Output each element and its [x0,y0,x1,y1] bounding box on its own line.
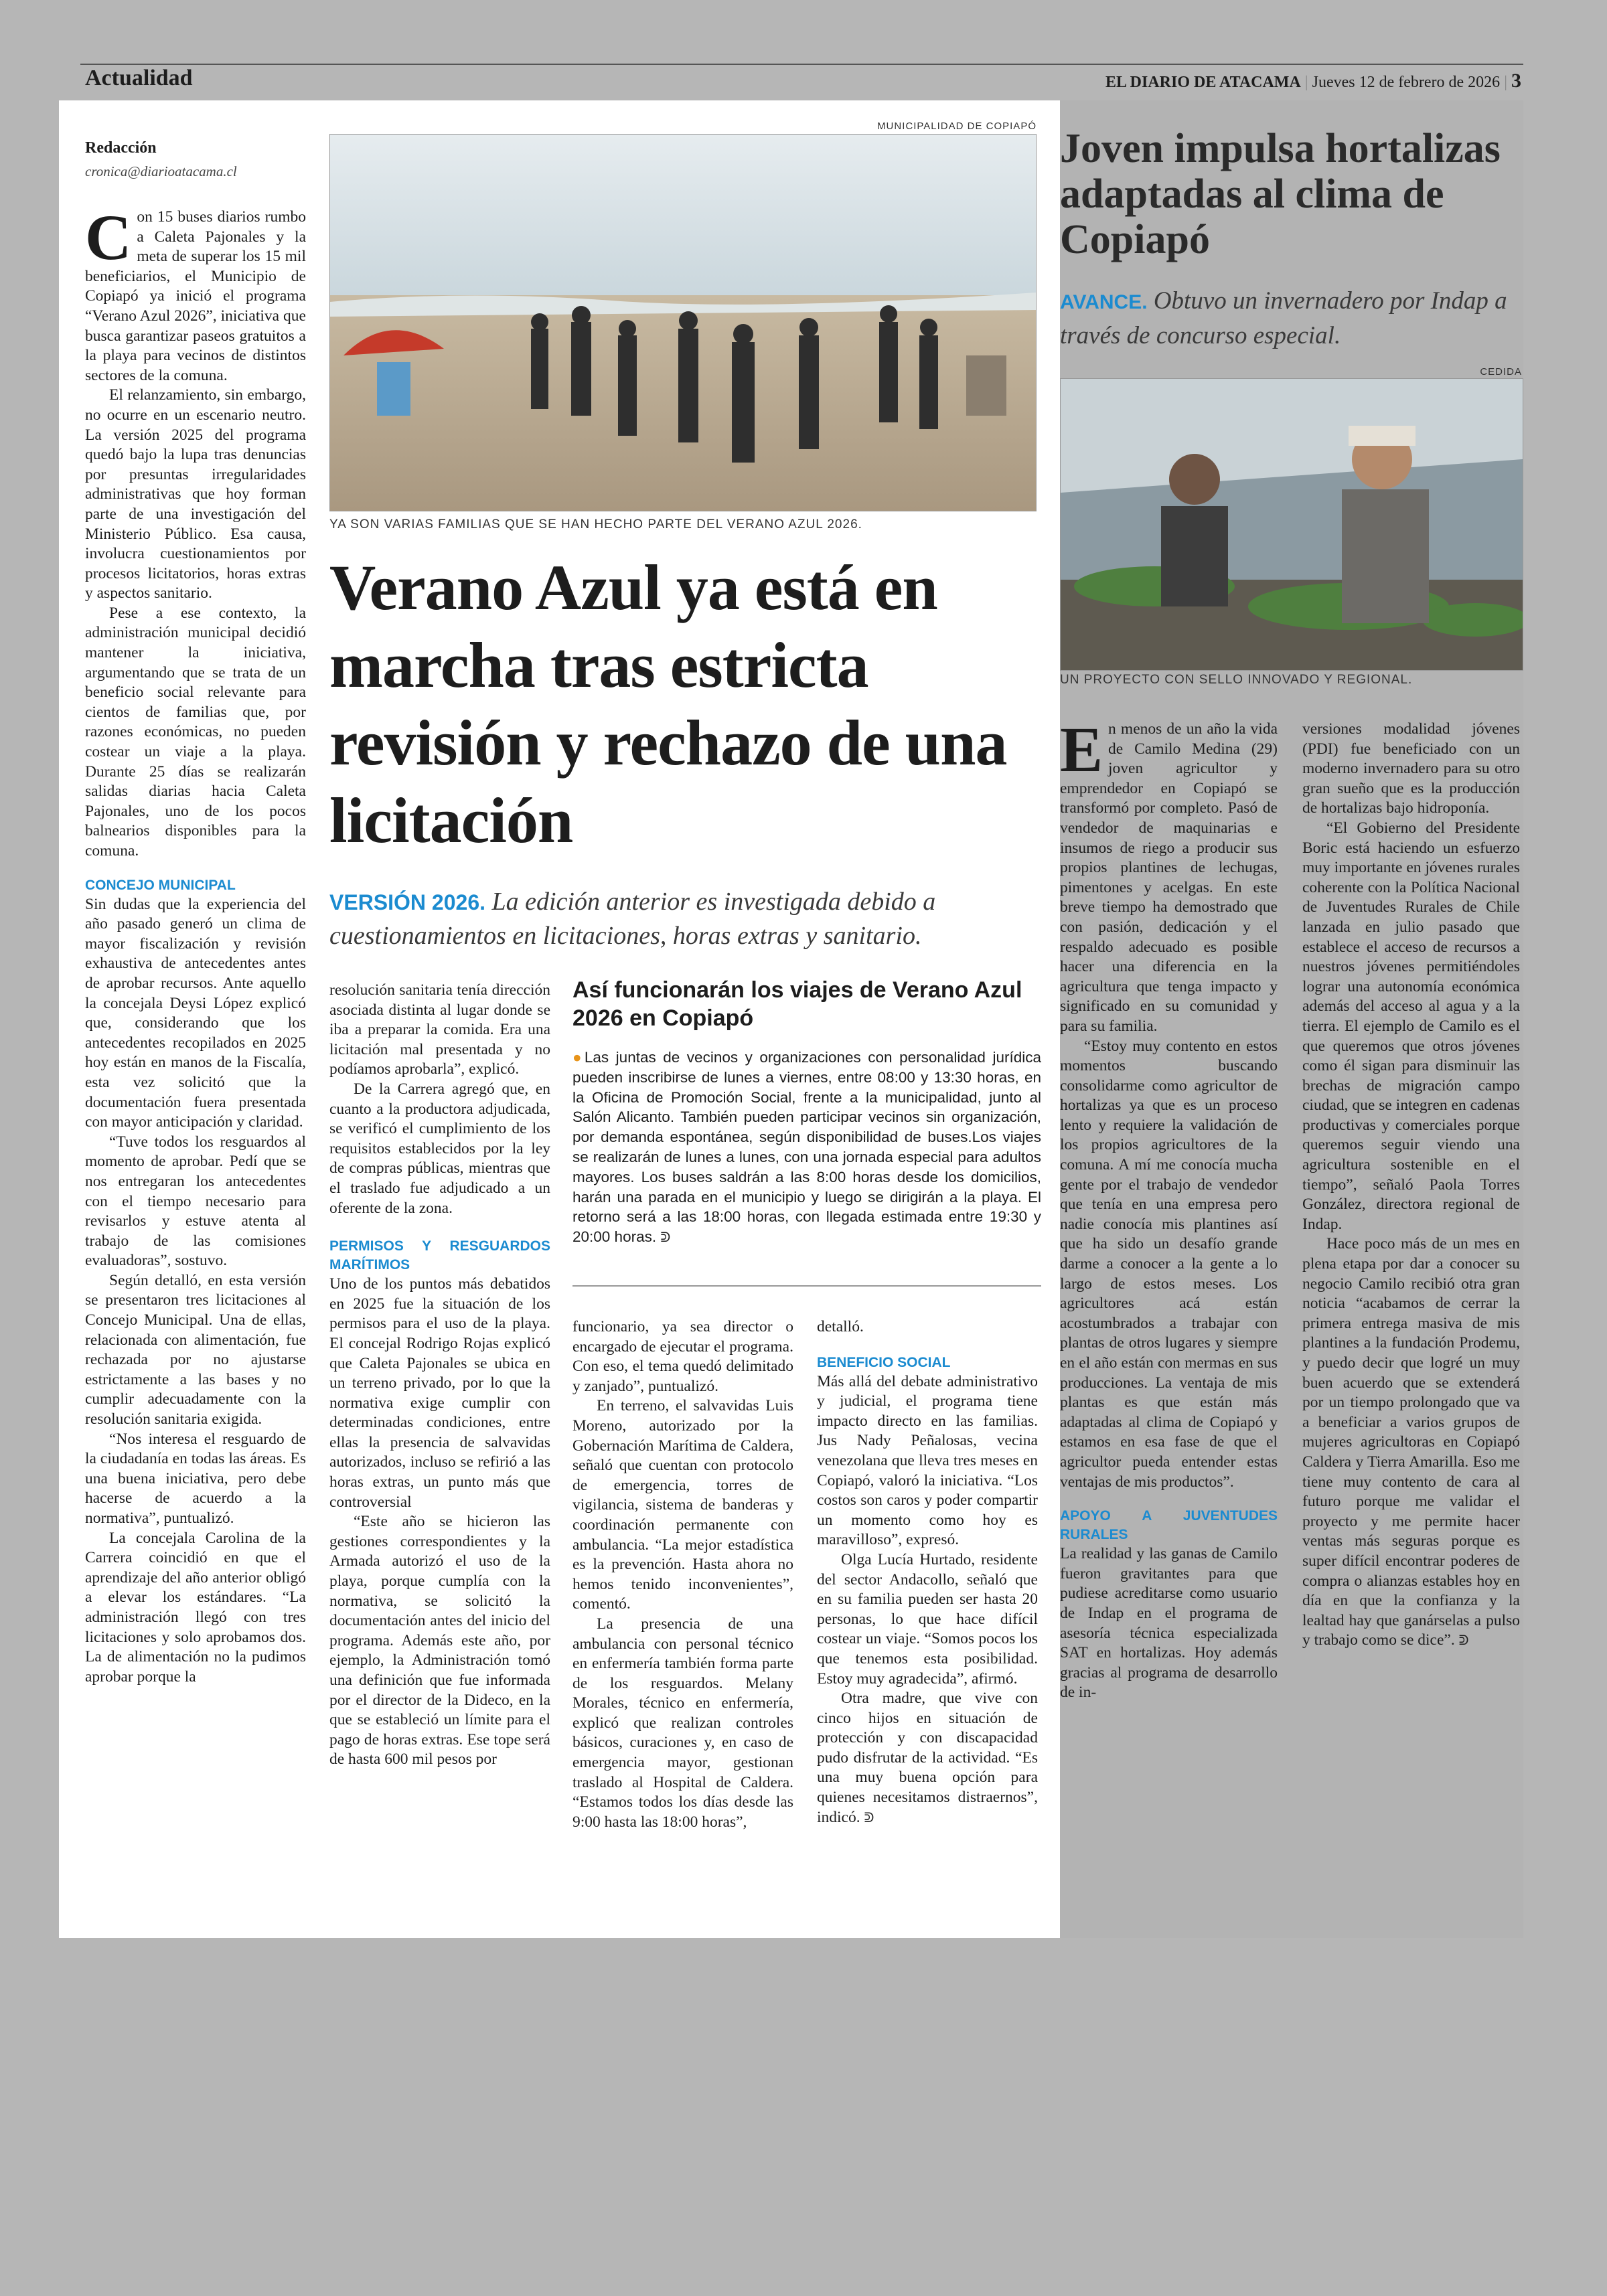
drop-cap-2: E [1060,714,1103,785]
page-number: 3 [1511,70,1521,92]
info-box-text: Las juntas de vecinos y organizaciones con personalidad jurídica pueden inscribirse de lunes a viernes, entre 08:00 y 13:30 horas, en la Oficina de Promoción Social, frente a la municipalidad, junto al Salón Alicanto. También pueden participar vecinos sin organización, por demanda espontánea, según disponibilidad de buses.Los viajes se realizarán de lunes a lunes, con una jornada especial para adultos mayores. Los buses saldrán a las 8:00 horas desde los domicilios, harán una parada en el municipio y luego se dirigirán a la playa. El retorno será a las 18:00 horas, con llegada estimada entre 19:30 y 20:00 horas. [572,1049,1041,1246]
paragraph: La concejala Carolina de la Carrera coincidió en que el aprendizaje del año anterior obligó a elevar los estándares. “La administración llegó con tres licitaciones y solo aprobamos dos. La de alimentación no la pudimos aprobar porque la [85,1529,306,1686]
paragraph: detalló. [817,1318,864,1335]
photo-2-caption: UN PROYECTO CON SELLO INNOVADO Y REGIONAL. [1060,673,1413,687]
article2-column-1 [1060,714,1278,1703]
end-mark-icon: ᕲ [864,1809,874,1825]
info-box-title: Así funcionarán los viajes de Verano Azul 2026 en Copiapó [572,977,1022,1031]
beach-photo [329,134,1037,511]
headline: Verano Azul ya está en marcha tras estricta revisión y rechazo de una licitación [329,552,1007,856]
paragraph: Olga Lucía Hurtado, residente del sector Andacollo, señaló que en su familia pueden ser hasta 20 personas, lo que hace difícil costear un viaje. “Somos pocos los que tenemos esta posibilidad. Estoy muy agradecida”, afirmó. [817,1550,1038,1688]
info-box-body [572,1048,1041,1248]
info-box-rule [572,1285,1041,1287]
end-mark-icon: ᕲ [1458,1632,1469,1649]
greenhouse-photo-image [1061,379,1523,670]
photo-2-credit: CEDIDA [1480,366,1522,378]
paragraph: “El Gobierno del Presidente Boric está haciendo un esfuerzo muy importante en jóvenes rurales coherente con la Política Nacional de Juventudes Rurales de Chile lanzada en julio pasado que establece el acceso de recursos a nuestros jóvenes permitiéndoles lograr una autonomía económica además del acceso al agua y a la tierra. El ejemplo de Camilo es el que queremos que otros jóvenes como él sigan para disminuir las brechas de migración campo ciudad, que se integren en cadenas productivas y comerciales porque queremos seguir viendo una agricultura sostenible en el tiempo”, señaló Paola Torres González, directora regional de Indap. [1302,819,1520,1233]
greenhouse-photo [1060,378,1523,671]
paragraph: En terreno, el salvavidas Luis Moreno, autorizado por la Gobernación Marítima de Caldera, señaló que cuentan con protocolo de emergencia, torres de vigilancia, sistema de banderas y coordinación permanente con ambulancia. “La mejor estadística es la prevención. Hasta ahora no hemos tenido inconvenientes”, comentó. [572,1397,793,1613]
deck-2-label: AVANCE. [1060,291,1148,313]
beach-photo-image [330,135,1036,511]
paragraph: on 15 buses diarios rumbo a Caleta Pajonales y la meta de superar los 15 mil beneficiarios, el Municipio de Copiapó ya inició el programa “Verano Azul 2026”, iniciativa que busca garantizar paseos gratuitos a la playa para vecinos de distintos sectores de la comuna. [85,208,306,384]
paragraph: “Nos interesa el resguardo de la ciudadanía en todas las áreas. Es una buena iniciativa, pero debe hacerse de acuerdo a la normativa”, puntualizó. [85,1430,306,1527]
deck [329,885,1046,953]
article1-column-4 [817,1317,1038,1827]
article1-column-2 [329,981,550,1770]
paragraph: Más allá del debate administrativo y judicial, el programa tiene impacto directo en las familias. Jus Nady Peñalosas, vecina venezolana que lleva tres meses en Copiapó, valoró la iniciativa. “Los costos son caros y poder compartir un momento como hoy es maravilloso”, expresó. [817,1372,1038,1549]
section-name: Actualidad [85,66,193,90]
article2-column-2 [1302,720,1520,1651]
paragraph: De la Carrera agregó que, en cuanto a la productora adjudicada, se verificó el cumplimiento de los requisitos establecidos por la ley de compras públicas, mientras que el traslado fue adjudicado a un oferente de la zona. [329,1080,550,1217]
paragraph: Según detalló, en esta versión se presentaron tres licitaciones al Concejo Municipal. Una de ellas, relacionada con alimentación, fue rechazada por no ajustarse estrictamente a las bases y no cumplir adecuadamente con la resolución sanitaria exigida. [85,1271,306,1428]
subheading-juventudes: APOYO A JUVENTUDES RURALES [1060,1508,1278,1543]
paragraph: Pese a ese contexto, la administración municipal decidió mantener la iniciativa, argumentando que se trata de un beneficio social relevante para cientos de familias que, por razones económicas, no pueden costear un viaje a la playa. Durante 25 días se realizarán salidas diarias hacia Caleta Pajonales, uno de los pocos balnearios disponibles para la comuna. [85,604,306,859]
bullet-icon: ● [572,1049,585,1066]
deck-text: La edición anterior es investigada debido a cuestionamientos en licitaciones, horas extras y sanitario. [329,888,936,950]
paragraph: “Este año se hicieron las gestiones correspondientes y la Armada autorizó el uso de la playa, porque cumplía con la normativa, se solicitó la documentación antes del inicio del programa. Además este año, por ejemplo, la Administración tomó una definición que fue informada por el director de la Dideco, en la que se estableció un límite para el pago de horas extras. Ese tope será de hasta 600 mil pesos por [329,1513,550,1769]
paragraph: “Tuve todos los resguardos al momento de aprobar. Pedí que se nos entregaran los antecedentes con el tiempo necesario para revisarlos y estuve atenta al trabajo de las comisiones evaluadoras”, sostuvo. [85,1133,306,1270]
paragraph: resolución sanitaria tenía dirección asociada distinta al lugar donde se iba a preparar la comida. Era una licitación mal presentada y no podíamos aprobarla”, explicó. [329,981,550,1078]
paragraph: Hace poco más de un mes en plena etapa por dar a conocer su negocio Camilo recibió otra gran noticia “acabamos de cerrar la primera entrega masiva de mis plantines a la fundación Prodemu, y puedo decir que logré un muy buen acuerdo que se extenderá por un tiempo prolongado que va a beneficiar a varios grupos de mujeres agricultoras en Copiapó Caldera y Tierra Amarilla. Eso me tiene muy contento de cara al futuro porque me validar el proyecto y me permite hacer ventas más seguras porque es super difícil encontrar poderes de compra o alianzas estables hoy en día en que la confianza y la lealtad hay que ganárselas a pulso y trabajo como se dice”. [1302,1235,1520,1649]
photo-caption: YA SON VARIAS FAMILIAS QUE SE HAN HECHO PARTE DEL VERANO AZUL 2026. [329,517,862,531]
issue-date: Jueves 12 de febrero de 2026 [1312,74,1501,91]
paragraph: Uno de los puntos más debatidos en 2025 fue la situación de los permisos para el uso de la playa. El concejal Rodrigo Rojas explicó que Caleta Pajonales se ubica en un terreno privado, por lo que la normativa exige cumplir con determinadas condiciones, entre ellas la presencia de salvavidas autorizados, incluso se refirió a las horas extras, un punto más que controversial [329,1275,550,1511]
paragraph: El relanzamiento, sin embargo, no ocurre en un escenario neutro. La versión 2025 del programa quedó bajo la lupa tras denuncias por presuntas irregularidades administrativas que hoy forman parte de una investigación del Ministerio Público. Esa causa, involucra cuestionamientos por procesos licitatorios, horas extras y aspectos sanitario. [85,386,306,602]
paragraph: La realidad y las ganas de Camilo fueron gravitantes para que pudiese acreditarse como usuario de Indap en el programa de asesoría técnica especializada SAT en hortalizas. Hoy además gracias al programa de desarrollo de in- [1060,1545,1278,1702]
subheading-permisos: PERMISOS Y RESGUARDOS MARÍTIMOS [329,1238,550,1273]
byline: Redacción [85,139,157,157]
article1-column-1 [85,201,306,1687]
photo-credit: MUNICIPALIDAD DE COPIAPÓ [877,120,1037,132]
paragraph: versiones modalidad jóvenes (PDI) fue beneficiado con un moderno invernadero para su otro gran sueño que es la producción de hortalizas bajo hidroponía. [1302,720,1520,817]
paper-name: EL DIARIO DE ATACAMA [1105,74,1301,91]
paragraph: “Estoy muy contento en estos momentos buscando consolidarme como agricultor de hortalizas ya que es un proceso lento y requiere la validación de los propios agricultores de la comuna. A mí me conocía mucha gente por el trabajo de vendedor que tenía en una empresa pero nadie conocía mis plantines así que ha sido un desafío grande darme a conocer a la gente a lo largo de estos meses. Los agricultores acá están acostumbrados a trabajar con plantas de otros lugares y siempre en el año están con mermas en sus producciones. La ventaja de mis plantas es que están más adaptadas al clima de Copiapó y estamos en esa fase de que el agricultor pueda entender estas ventajas de mis productos”. [1060,1037,1278,1491]
paragraph: La presencia de una ambulancia con personal técnico en enfermería también forma parte de los resguardos. Melany Morales, técnico en enfermería, explicó que realizan controles básicos, curaciones y, en caso de emergencia mayor, gestionan traslado al Hospital de Caldera. “Estamos todos los días desde las 9:00 hasta las 18:00 horas”, [572,1615,793,1831]
deck-label: VERSIÓN 2026. [329,890,485,914]
end-mark-icon: ᕲ [660,1229,671,1246]
deck-2-text: Obtuvo un invernadero por Indap a través de concurso especial. [1060,287,1507,349]
drop-cap: C [85,201,132,273]
paragraph: Otra madre, que vive con cinco hijos en situación de protección y con discapacidad pudo disfrutar de la actividad. “Es una muy buena opción para quienes necesitamos distraernos”, indicó. [817,1690,1038,1826]
author-email[interactable]: cronica@diarioatacama.cl [85,163,237,179]
article1-column-3 [572,1317,793,1832]
paragraph: funcionario, ya sea director o encargado de ejecutar el programa. Con eso, el tema quedó delimitado y zanjado”, puntualizó. [572,1318,793,1395]
masthead-info: EL DIARIO DE ATACAMA | Jueves 12 de febrero de 2026 | 3 [1105,70,1521,92]
subheading-concejo: CONCEJO MUNICIPAL [85,877,236,893]
deck-2 [1060,284,1522,353]
paragraph: Sin dudas que la experiencia del año pasado generó un clima de mayor fiscalización y revisión exhaustiva de antecedentes antes de aprobar recursos. Ante aquello la concejala Deysi López explicó que, considerando que los antecedentes recopilados en 2025 hoy están en manos de la Fiscalía, esta vez solicitó que la documentación fuera presentada con mayor anticipación y claridad. [85,895,306,1131]
paragraph: n menos de un año la vida de Camilo Medina (29) joven agricultor y emprendedor en Copiapó se transformó por completo. Pasó de vendedor de maquinarias e insumos de riego a producir sus propios plantines de lechugas, pimentones y acelgas. En este breve tiempo ha demostrado que con pasión, dedicación y el respaldo adecuado es posible hacer una diferencia en la agricultura que tenga impacto y significado en su comunidad y para su familia. [1060,720,1278,1035]
header-rule [80,64,1523,65]
headline-2: Joven impulsa hortalizas adaptadas al clima de Copiapó [1060,126,1501,262]
subheading-beneficio: BENEFICIO SOCIAL [817,1354,951,1370]
